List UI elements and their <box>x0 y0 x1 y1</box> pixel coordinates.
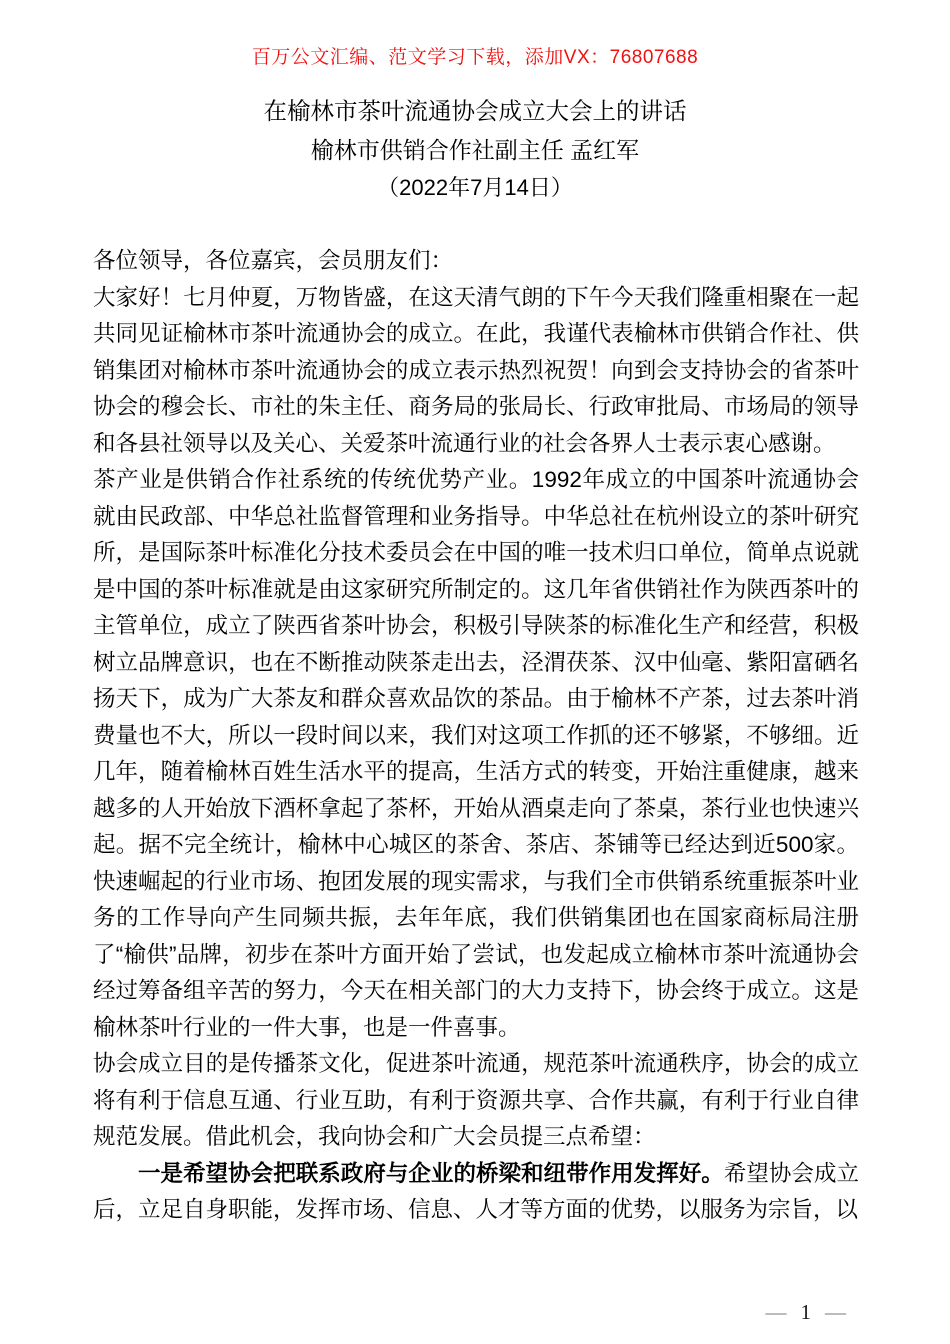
first-hope-bold-lead: 一是希望协会把联系政府与企业的桥梁和纽带作用发挥好。 <box>138 1160 724 1186</box>
paragraph-tea-industry: 茶产业是供销合作社系统的传统优势产业。1992年成立的中国茶叶流通协会就由民政部、中华总社监督管理和业务指导。中华总社在杭州设立的茶叶研究所，是国际茶叶标准化分技术委员会在中国的唯一技术归口单位，简单点说就是中国的茶叶标准就是由这家研究所制定的。这几年省供销社作为陕西茶叶的主管单位，成立了陕西省茶叶协会，积极引导陕茶的标准化生产和经营，积极树立品牌意识，也在不断推动陕茶走出去，泾渭茯茶、汉中仙毫、紫阳富硒名扬天下，成为广大茶友和群众喜欢品饮的茶品。由于榆林不产茶，过去茶叶消费量也不大，所以一段时间以来，我们对这项工作抓的还不够紧，不够细。近几年，随着榆林百姓生活水平的提高，生活方式的转变，开始注重健康，越来越多的人开始放下酒杯拿起了茶杯，开始从酒桌走向了茶桌，茶行业也快速兴起。据不完全统计，榆林中心城区的茶舍、茶店、茶铺等已经达到近500家。快速崛起的行业市场、抱团发展的现实需求，与我们全市供销系统重振茶叶业务的工作导向产生同频共振，去年年底，我们供销集团也在国家商标局注册了“榆供”品牌，初步在茶叶方面开始了尝试，也发起成立榆林市茶叶流通协会经过筹备组辛苦的努力，今天在相关部门的大力支持下，协会终于成立。这是榆林茶叶行业的一件大事，也是一件喜事。 <box>93 467 859 1040</box>
document-author: 榆林市供销合作社副主任 孟红军 <box>310 137 640 163</box>
paragraph-greeting: 大家好！七月仲夏，万物皆盛，在这天清气朗的下午今天我们隆重相聚在一起共同见证榆林市茶叶流通协会的成立。在此，我谨代表榆林市供销合作社、供销集团对榆林市茶叶流通协会的成立表示热烈祝贺！向到会支持协会的省茶叶协会的穆会长、市社的朱主任、商务局的张局长、行政审批局、市场局的领导和各县社领导以及关心、关爱茶叶流通行业的社会各界人士表示衷心感谢。 <box>93 284 859 456</box>
paragraph-salutation: 各位领导，各位嘉宾，会员朋友们： <box>93 248 454 273</box>
paragraph-first-hope <box>93 1156 859 1229</box>
speech-body <box>93 243 859 1229</box>
page-number-left-dash: — <box>765 1300 787 1324</box>
document-date: （2022年7月14日） <box>377 175 573 200</box>
first-hope-body-text: 希望协会成立后，立足自身职能，发挥市场、信息、人才等方面的优势，以服务为宗旨，以 <box>93 1160 859 1222</box>
promo-banner: 百万公文汇编、范文学习下载，添加VX：76807688 <box>251 47 699 68</box>
page-number-right-dash: — <box>825 1300 846 1324</box>
page-number-value: 1 <box>800 1300 811 1324</box>
document-title: 在榆林市茶叶流通协会成立大会上的讲话 <box>263 98 687 124</box>
paragraph-association-purpose: 协会成立目的是传播茶文化，促进茶叶流通，规范茶叶流通秩序，协会的成立将有利于信息互通、行业互助，有利于资源共享、合作共赢，有利于行业自律规范发展。借此机会，我向协会和广大会员提三点希望： <box>93 1051 859 1149</box>
title-block <box>0 92 950 206</box>
page-number <box>766 1302 847 1323</box>
